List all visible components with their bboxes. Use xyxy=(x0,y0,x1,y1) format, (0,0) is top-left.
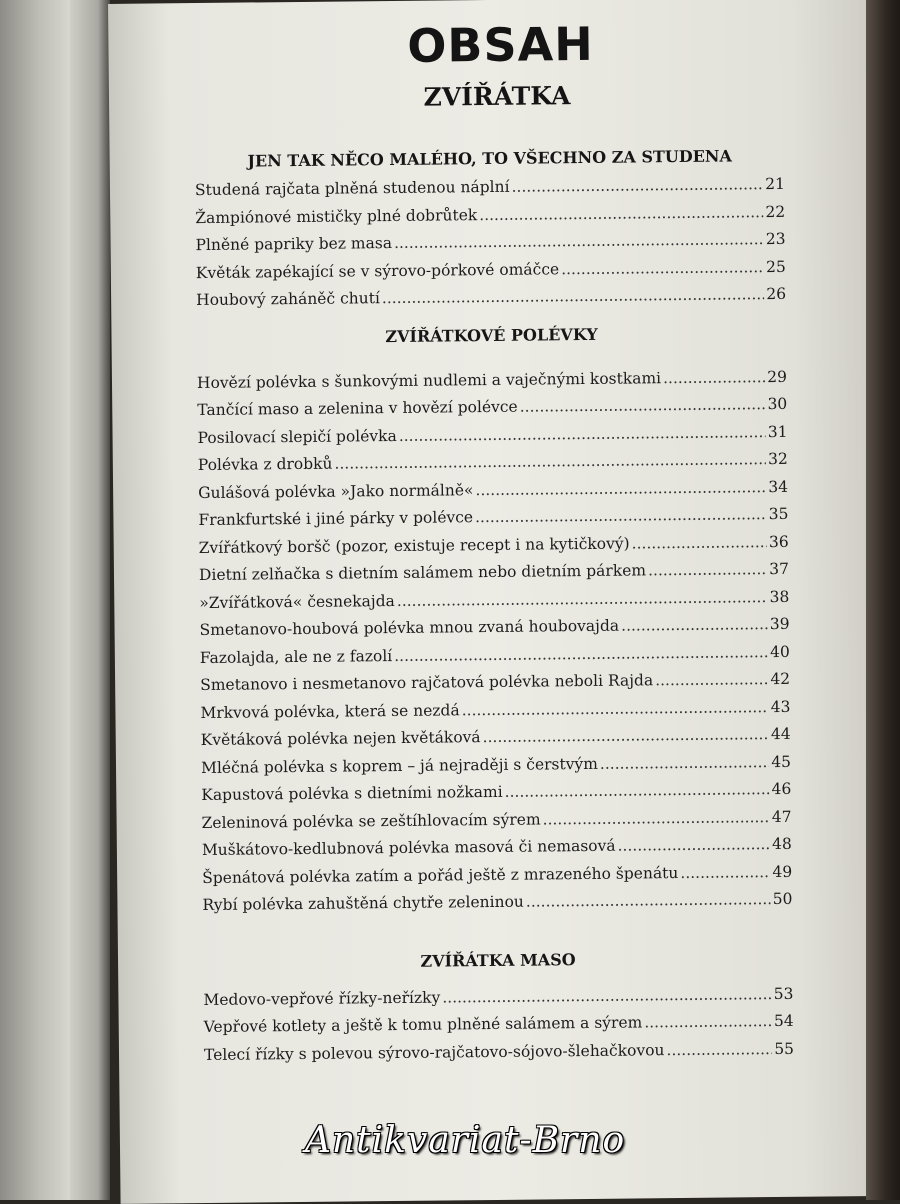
toc-list xyxy=(203,980,794,1069)
entry-title: Kapustová polévka s dietními nožkami xyxy=(201,782,503,805)
entry-title: Studená rajčata plněná studenou náplní xyxy=(194,177,510,200)
dot-leader xyxy=(644,1008,772,1037)
entry-title: Telecí řízky s polevou sýrovo-rajčatovo-sójovo-šlehačkovou xyxy=(203,1040,665,1064)
entry-page: 35 xyxy=(768,504,789,524)
entry-page: 45 xyxy=(771,752,792,771)
entry-title: Posilovací slepičí polévka xyxy=(197,426,397,447)
dot-leader xyxy=(511,171,763,201)
entry-title: Houbový zaháněč chutí xyxy=(196,289,380,310)
dot-leader xyxy=(399,419,766,450)
entry-title: Mrkvová polévka, která se nezdá xyxy=(200,700,460,722)
entry-page: 48 xyxy=(772,834,792,854)
entry-title: Muškátovo-kedlubnová polévka masová či nemasová xyxy=(201,836,616,860)
entry-title: Frankfurtské i jiné párky v polévce xyxy=(198,508,474,530)
dot-leader xyxy=(479,199,764,229)
entry-page: 26 xyxy=(766,284,787,304)
entry-title: Smetanovo-houbová polévka mnou zvaná houbovajda xyxy=(199,616,620,640)
dot-leader xyxy=(542,804,770,834)
dot-leader xyxy=(631,529,767,558)
dot-leader xyxy=(394,639,768,670)
dot-leader xyxy=(648,556,767,585)
dot-leader xyxy=(666,1036,772,1065)
entry-title: Květáková polévka nejen květáková xyxy=(200,728,481,750)
entry-page: 34 xyxy=(768,477,789,496)
toc-entry xyxy=(202,886,792,920)
entry-page: 25 xyxy=(765,257,786,276)
entry-page: 36 xyxy=(768,532,789,551)
dot-leader xyxy=(617,831,770,860)
entry-title: Mléčná polévka s koprem – já nejraději s čerstvým xyxy=(200,754,598,777)
entry-page: 55 xyxy=(774,1039,795,1058)
entry-title: Plněné papriky bez masa xyxy=(195,234,393,255)
entry-page: 46 xyxy=(771,779,792,799)
dot-leader xyxy=(475,501,767,532)
dot-leader xyxy=(520,391,766,421)
dot-leader xyxy=(482,721,769,751)
entry-page: 21 xyxy=(765,174,786,194)
book-page xyxy=(108,0,879,1204)
toc-list xyxy=(197,363,793,919)
toc-entry xyxy=(196,281,786,315)
dot-leader xyxy=(397,584,768,615)
entry-page: 49 xyxy=(772,862,793,881)
entry-page: 54 xyxy=(773,1011,794,1031)
entry-page: 43 xyxy=(770,697,791,716)
section-title: ZVÍŘÁTKA MASO xyxy=(420,949,576,971)
dot-leader xyxy=(382,281,765,313)
entry-page: 22 xyxy=(765,202,786,221)
entry-title: Zvířátkový boršč (pozor, existuje recept i na kytičkový) xyxy=(198,534,630,557)
toc-section xyxy=(196,322,792,919)
left-page-shadow xyxy=(0,0,70,1200)
entry-page: 39 xyxy=(769,614,790,634)
dot-leader xyxy=(462,694,769,725)
entry-title: Polévka z drobků xyxy=(197,454,333,475)
entry-page: 47 xyxy=(771,807,792,826)
entry-page: 31 xyxy=(767,422,788,441)
dot-leader xyxy=(475,474,766,505)
entry-page: 44 xyxy=(770,724,791,744)
book-edge-shadow xyxy=(866,0,900,1200)
contents-heading: OBSAH xyxy=(406,16,594,73)
toc-list xyxy=(195,171,786,315)
dot-leader xyxy=(442,981,772,1012)
entry-title: Špenátová polévka zatím a pořád ještě z mrazeného špenátu xyxy=(202,863,679,887)
entry-title: Tančící maso a zelenina v hovězí polévce xyxy=(197,397,518,420)
dot-leader xyxy=(504,776,769,806)
entry-title: Medovo-vepřové řízky-neřízky xyxy=(203,988,441,1009)
entry-title: Zeleninová polévka se zeštíhlovacím sýrem xyxy=(201,809,541,832)
watermark: Antikvariat-Brno xyxy=(305,1120,626,1161)
entry-title: Dietní zelňačka s dietním salámem nebo dietním párkem xyxy=(198,561,647,585)
dot-leader xyxy=(663,364,765,393)
entry-page: 50 xyxy=(772,889,793,909)
entry-page: 37 xyxy=(769,559,790,579)
entry-page: 42 xyxy=(770,669,791,689)
entry-page: 40 xyxy=(770,642,790,661)
dot-leader xyxy=(526,886,771,916)
dot-leader xyxy=(394,226,764,257)
entry-title: Gulášová polévka »Jako normálně« xyxy=(198,480,474,502)
toc-section xyxy=(203,947,794,1069)
toc-section xyxy=(195,146,787,315)
left-page-gutter xyxy=(70,0,110,1200)
entry-title: Rybí polévka zahuštěná chytře zeleninou xyxy=(202,892,524,915)
entry-title: Hovězí polévka s šunkovými nudlemi a vaječnými kostkami xyxy=(196,368,662,392)
toc-entry xyxy=(204,1035,794,1069)
entry-page: 23 xyxy=(765,229,786,249)
dot-leader xyxy=(680,859,770,887)
section-title: JEN TAK NĚCO MALÉHO, TO VŠECHNO ZA STUDENA xyxy=(247,146,733,171)
dot-leader xyxy=(621,611,768,640)
entry-page: 29 xyxy=(767,367,788,386)
entry-page: 32 xyxy=(767,449,788,469)
entry-page: 53 xyxy=(773,984,794,1003)
dot-leader xyxy=(561,254,764,284)
entry-page: 30 xyxy=(767,394,788,414)
entry-title: Fazolajda, ale ne z fazolí xyxy=(199,646,393,667)
section-title: ZVÍŘÁTKOVÉ POLÉVKY xyxy=(385,324,598,346)
part-title: ZVÍŘÁTKA xyxy=(423,81,571,112)
table-of-contents xyxy=(193,15,794,1069)
entry-title: Vepřové kotlety a ještě k tomu plněné salámem a sýrem xyxy=(203,1013,643,1037)
entry-title: Květák zapékající se v sýrovo-pórkové omáčce xyxy=(195,259,560,282)
entry-title: »Zvířátková« česnekajda xyxy=(199,591,395,612)
dot-leader xyxy=(600,749,770,778)
entry-title: Smetanovo i nesmetanovo rajčatová polévka neboli Rajda xyxy=(200,671,654,695)
entry-page: 38 xyxy=(769,587,790,606)
dot-leader xyxy=(655,666,769,695)
entry-title: Žampiónové mističky plné dobrůtek xyxy=(195,205,478,227)
